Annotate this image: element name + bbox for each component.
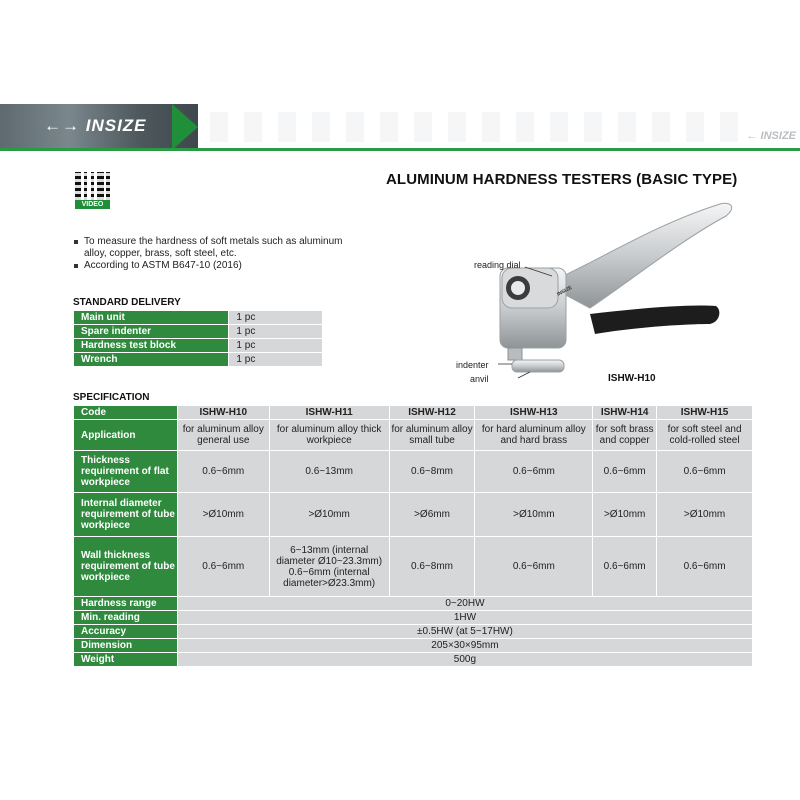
spec-label: Dimension xyxy=(74,639,178,653)
delivery-qty: 1 pc xyxy=(229,325,323,339)
banner-watermark xyxy=(210,112,740,142)
spec-cell: 1HW xyxy=(177,611,752,625)
spec-cell: for aluminum alloy thick workpiece xyxy=(269,420,389,451)
delivery-qty: 1 pc xyxy=(229,339,323,353)
product-body-logo: INSIZE xyxy=(556,284,574,298)
table-row xyxy=(74,353,323,367)
spec-cell: 0.6~8mm xyxy=(389,537,475,597)
spec-cell: 6~13mm (internal diameter Ø10~23.3mm) 0.6~6mm (internal diameter>Ø23.3mm) xyxy=(269,537,389,597)
spec-cell: for aluminum alloy small tube xyxy=(389,420,475,451)
spec-code: ISHW-H11 xyxy=(269,406,389,420)
spec-cell: for aluminum alloy general use xyxy=(177,420,269,451)
callout-indenter: indenter xyxy=(456,360,489,370)
brand-logo-small: ← INSIZE xyxy=(746,130,796,142)
table-row xyxy=(74,597,753,611)
spec-cell: for hard aluminum alloy and hard brass xyxy=(475,420,593,451)
spec-cell: 0.6~13mm xyxy=(269,451,389,493)
delivery-item: Wrench xyxy=(74,353,229,367)
spec-label: Accuracy xyxy=(74,625,178,639)
spec-cell: 0~20HW xyxy=(177,597,752,611)
banner-rule xyxy=(0,148,800,151)
spec-cell: 0.6~6mm xyxy=(475,537,593,597)
spec-cell: for soft brass and copper xyxy=(593,420,657,451)
specification-table xyxy=(73,405,753,667)
table-row xyxy=(74,451,753,493)
spec-cell: >Ø10mm xyxy=(593,493,657,537)
spec-label: Weight xyxy=(74,653,178,667)
spec-cell: 0.6~6mm xyxy=(475,451,593,493)
spec-cell: 500g xyxy=(177,653,752,667)
video-badge: VIDEO xyxy=(75,200,110,209)
spec-code: ISHW-H12 xyxy=(389,406,475,420)
table-row xyxy=(74,420,753,451)
delivery-qty: 1 pc xyxy=(229,353,323,367)
spec-cell: 0.6~6mm xyxy=(177,451,269,493)
spec-label: Min. reading xyxy=(74,611,178,625)
product-model-label: ISHW-H10 xyxy=(608,373,656,384)
standard-delivery-table xyxy=(73,310,323,367)
spec-cell: 205×30×95mm xyxy=(177,639,752,653)
qr-code-icon xyxy=(75,172,110,200)
spec-cell: 0.6~8mm xyxy=(389,451,475,493)
banner-arrow xyxy=(172,104,198,150)
table-row xyxy=(74,339,323,353)
table-row xyxy=(74,537,753,597)
callout-anvil: anvil xyxy=(470,374,489,384)
delivery-qty: 1 pc xyxy=(229,311,323,325)
standard-delivery-heading: STANDARD DELIVERY xyxy=(73,297,181,308)
table-row xyxy=(74,311,323,325)
delivery-item: Hardness test block xyxy=(74,339,229,353)
spec-code: ISHW-H10 xyxy=(177,406,269,420)
feature-item: To measure the hardness of soft metals such as aluminum alloy, copper, brass, soft steel, etc. xyxy=(72,236,362,260)
spec-label: Hardness range xyxy=(74,597,178,611)
spec-cell: >Ø10mm xyxy=(177,493,269,537)
spec-cell: for soft steel and cold-rolled steel xyxy=(657,420,753,451)
feature-item: According to ASTM B647-10 (2016) xyxy=(72,260,362,272)
spec-cell: >Ø10mm xyxy=(657,493,753,537)
feature-list xyxy=(72,236,362,272)
callout-reading-dial: reading dial xyxy=(474,260,521,270)
page-title: ALUMINUM HARDNESS TESTERS (BASIC TYPE) xyxy=(386,171,738,188)
spec-cell: 0.6~6mm xyxy=(593,537,657,597)
spec-cell: >Ø6mm xyxy=(389,493,475,537)
spec-label: Code xyxy=(74,406,178,420)
spec-cell: 0.6~6mm xyxy=(177,537,269,597)
delivery-item: Spare indenter xyxy=(74,325,229,339)
spec-cell: >Ø10mm xyxy=(475,493,593,537)
spec-code: ISHW-H13 xyxy=(475,406,593,420)
brand-logo: ←→ INSIZE xyxy=(44,116,147,135)
table-row xyxy=(74,625,753,639)
spec-label: Wall thickness requirement of tube workpiece xyxy=(74,537,178,597)
header-banner xyxy=(0,104,800,150)
specification-heading: SPECIFICATION xyxy=(73,392,150,403)
spec-label: Thickness requirement of flat workpiece xyxy=(74,451,178,493)
spec-code: ISHW-H14 xyxy=(593,406,657,420)
spec-cell: ±0.5HW (at 5~17HW) xyxy=(177,625,752,639)
table-row xyxy=(74,406,753,420)
spec-cell: 0.6~6mm xyxy=(657,537,753,597)
table-row xyxy=(74,611,753,625)
spec-label: Internal diameter requirement of tube workpiece xyxy=(74,493,178,537)
qr-code[interactable] xyxy=(75,172,110,209)
spec-cell: 0.6~6mm xyxy=(593,451,657,493)
spec-label: Application xyxy=(74,420,178,451)
spec-cell: 0.6~6mm xyxy=(657,451,753,493)
delivery-item: Main unit xyxy=(74,311,229,325)
spec-code: ISHW-H15 xyxy=(657,406,753,420)
table-row xyxy=(74,325,323,339)
table-row xyxy=(74,639,753,653)
table-row xyxy=(74,653,753,667)
table-row xyxy=(74,493,753,537)
spec-cell: >Ø10mm xyxy=(269,493,389,537)
